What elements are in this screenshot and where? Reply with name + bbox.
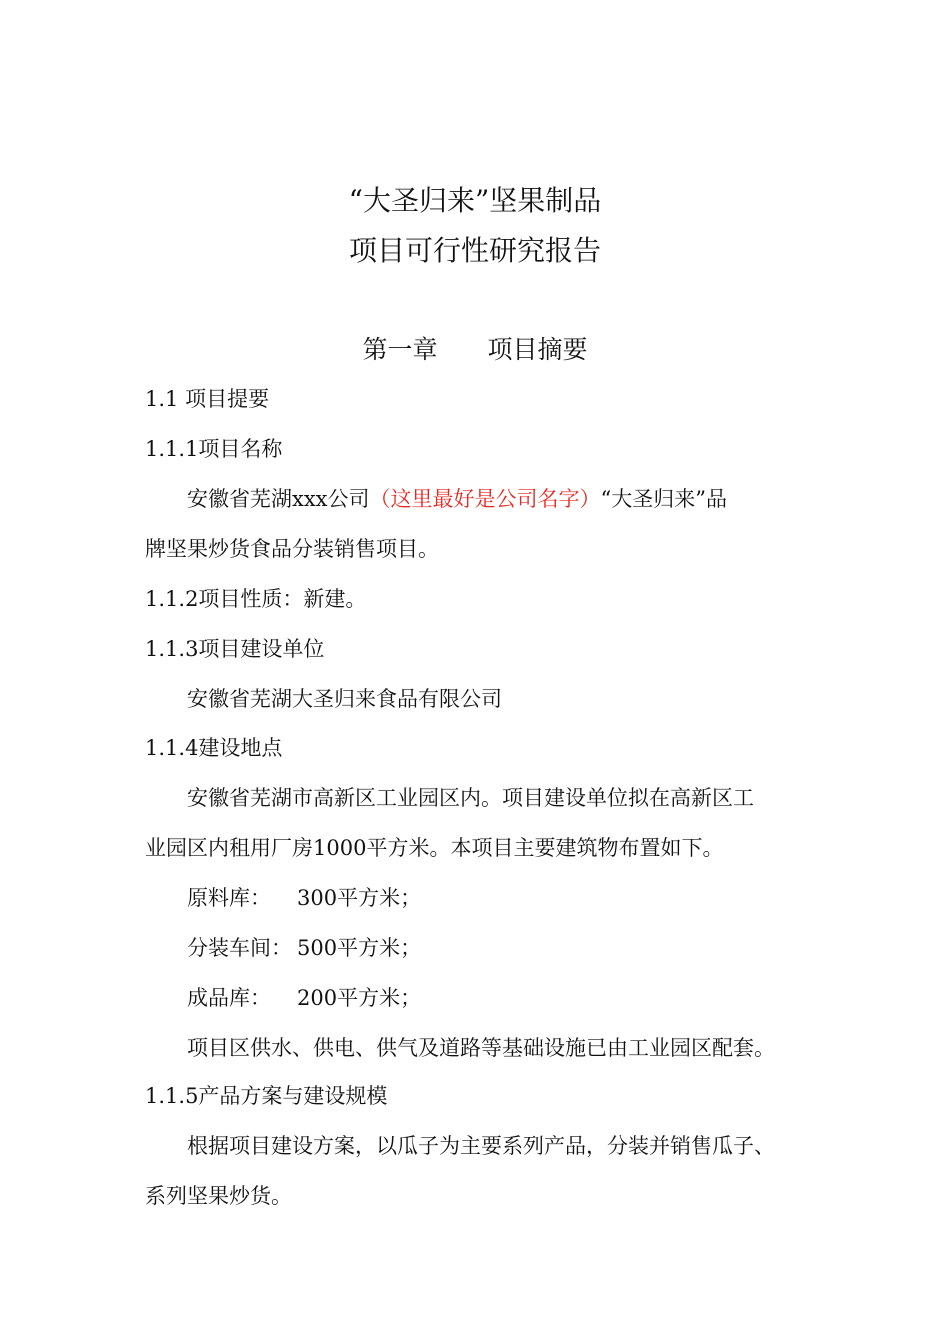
project-name-note: （这里最好是公司名字） — [369, 487, 601, 511]
report-title-line-1: “大圣归来”坚果制品 — [348, 184, 602, 217]
product-plan-paragraph-cont: 系列坚果炒货。 — [145, 1184, 292, 1208]
building-value: 300平方米； — [297, 886, 422, 910]
section-heading-1-1-3: 1.1.3项目建设单位 — [145, 637, 325, 661]
location-paragraph-cont: 业园区内租用厂房1000平方米。本项目主要建筑物布置如下。 — [145, 836, 724, 860]
building-item — [187, 883, 810, 913]
section-heading-1-1-1: 1.1.1项目名称 — [145, 437, 283, 461]
project-name-text-b: “大圣归来”品 — [600, 487, 728, 511]
building-item — [187, 983, 810, 1013]
project-name-text-a: 安徽省芜湖xxx公司 — [187, 487, 370, 511]
infrastructure-paragraph: 项目区供水、供电、供气及道路等基础设施已由工业园区配套。 — [187, 1036, 775, 1060]
building-value: 500平方米； — [297, 936, 422, 960]
construction-unit-text: 安徽省芜湖大圣归来食品有限公司 — [187, 687, 502, 711]
building-value: 200平方米； — [297, 986, 422, 1010]
building-label: 成品库： — [187, 986, 271, 1010]
section-heading-1-1-5: 1.1.5产品方案与建设规模 — [145, 1084, 388, 1108]
building-item — [187, 933, 810, 963]
report-title-line-2: 项目可行性研究报告 — [348, 234, 601, 267]
building-label: 原料库： — [187, 886, 271, 910]
location-paragraph: 安徽省芜湖市高新区工业园区内。项目建设单位拟在高新区工 — [187, 786, 754, 810]
section-heading-1-1-2: 1.1.2项目性质：新建。 — [145, 587, 367, 611]
chapter-heading: 第一章 项目摘要 — [362, 335, 588, 364]
project-name-paragraph-cont: 牌坚果炒货食品分装销售项目。 — [145, 537, 439, 561]
section-heading-1-1-4: 1.1.4建设地点 — [145, 736, 283, 760]
section-heading-1-1: 1.1 项目提要 — [145, 387, 270, 411]
building-label: 分装车间： — [187, 936, 292, 960]
project-name-paragraph — [187, 484, 810, 514]
product-plan-paragraph: 根据项目建设方案，以瓜子为主要系列产品，分装并销售瓜子、 — [187, 1134, 775, 1158]
